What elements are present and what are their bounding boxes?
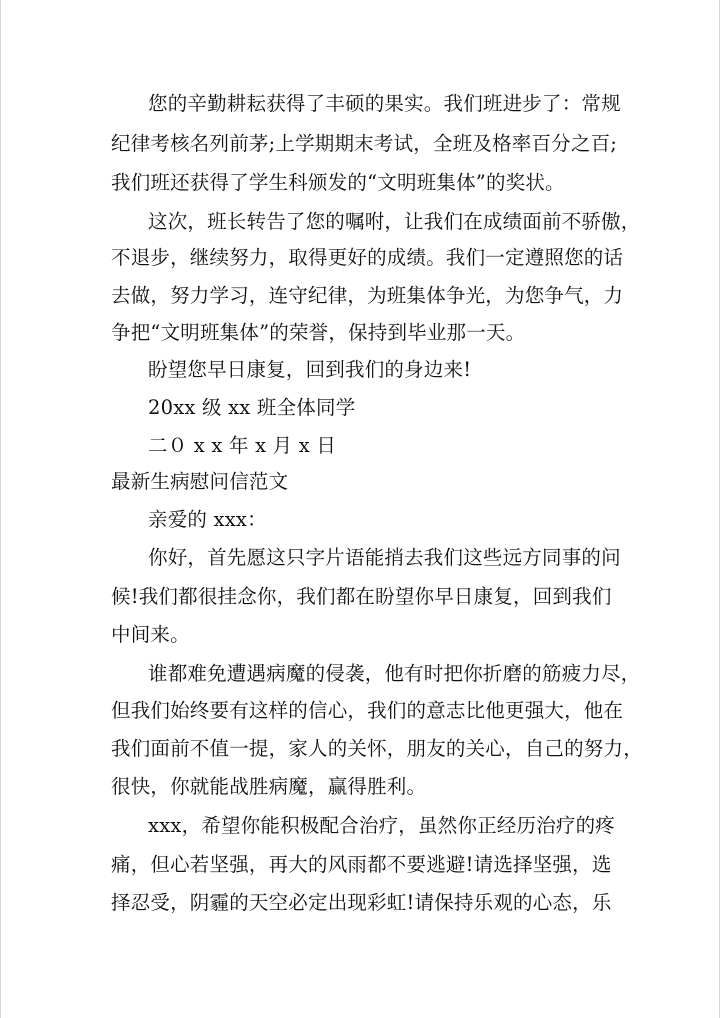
text-line: 择忍受，阴霾的天空必定出现彩虹!请保持乐观的心态，乐 bbox=[111, 891, 612, 914]
text-line: 您的辛勤耕耘获得了丰硕的果实。我们班进步了：常规 bbox=[148, 92, 621, 115]
text-line: 中间来。 bbox=[111, 623, 190, 646]
text-line: 候!我们都很挂念你，我们都在盼望你早日康复，回到我们 bbox=[111, 585, 612, 608]
text-line: 谁都难免遭遇病魔的侵袭，他有时把你折磨的筋疲力尽， bbox=[148, 662, 641, 685]
date-line: 二０ x x 年 x 月 x 日 bbox=[148, 434, 337, 457]
salutation: 亲爱的 xxx： bbox=[148, 508, 267, 531]
text-line: 我们面前不值一提，家人的关怀，朋友的关心，自己的努力， bbox=[111, 737, 643, 760]
text-line: 争把“文明班集体”的荣誉，保持到毕业那一天。 bbox=[111, 321, 526, 344]
text-line: 但我们始终要有这样的信心，我们的意志比他更强大，他在 bbox=[111, 699, 624, 722]
text-line: 不退步，继续努力，取得更好的成绩。我们一定遵照您的话 bbox=[111, 246, 624, 269]
section-title: 最新生病慰问信范文 bbox=[111, 470, 289, 493]
text-line: 很快，你就能战胜病魔，赢得胜利。 bbox=[111, 775, 427, 798]
text-line: 盼望您早日康复，回到我们的身边来! bbox=[148, 358, 472, 381]
signature-line: 20xx 级 xx 班全体同学 bbox=[148, 396, 356, 419]
text-line: xxx，希望你能积极配合治疗，虽然你正经历治疗的疼 bbox=[148, 814, 615, 837]
text-line: 我们班还获得了学生科颁发的“文明班集体”的奖状。 bbox=[111, 171, 565, 194]
text-line: 纪律考核名列前茅;上学期期末考试，全班及格率百分之百; bbox=[111, 132, 618, 155]
text-line: 你好，首先愿这只字片语能捎去我们这些远方同事的问 bbox=[148, 546, 621, 569]
text-line: 去做，努力学习，连守纪律，为班集体争光，为您争气，力 bbox=[111, 284, 624, 307]
text-line: 这次，班长转告了您的嘱咐，让我们在成绩面前不骄傲， bbox=[148, 210, 641, 233]
text-line: 痛，但心若坚强，再大的风雨都不要逃避!请选择坚强，选 bbox=[111, 853, 612, 876]
